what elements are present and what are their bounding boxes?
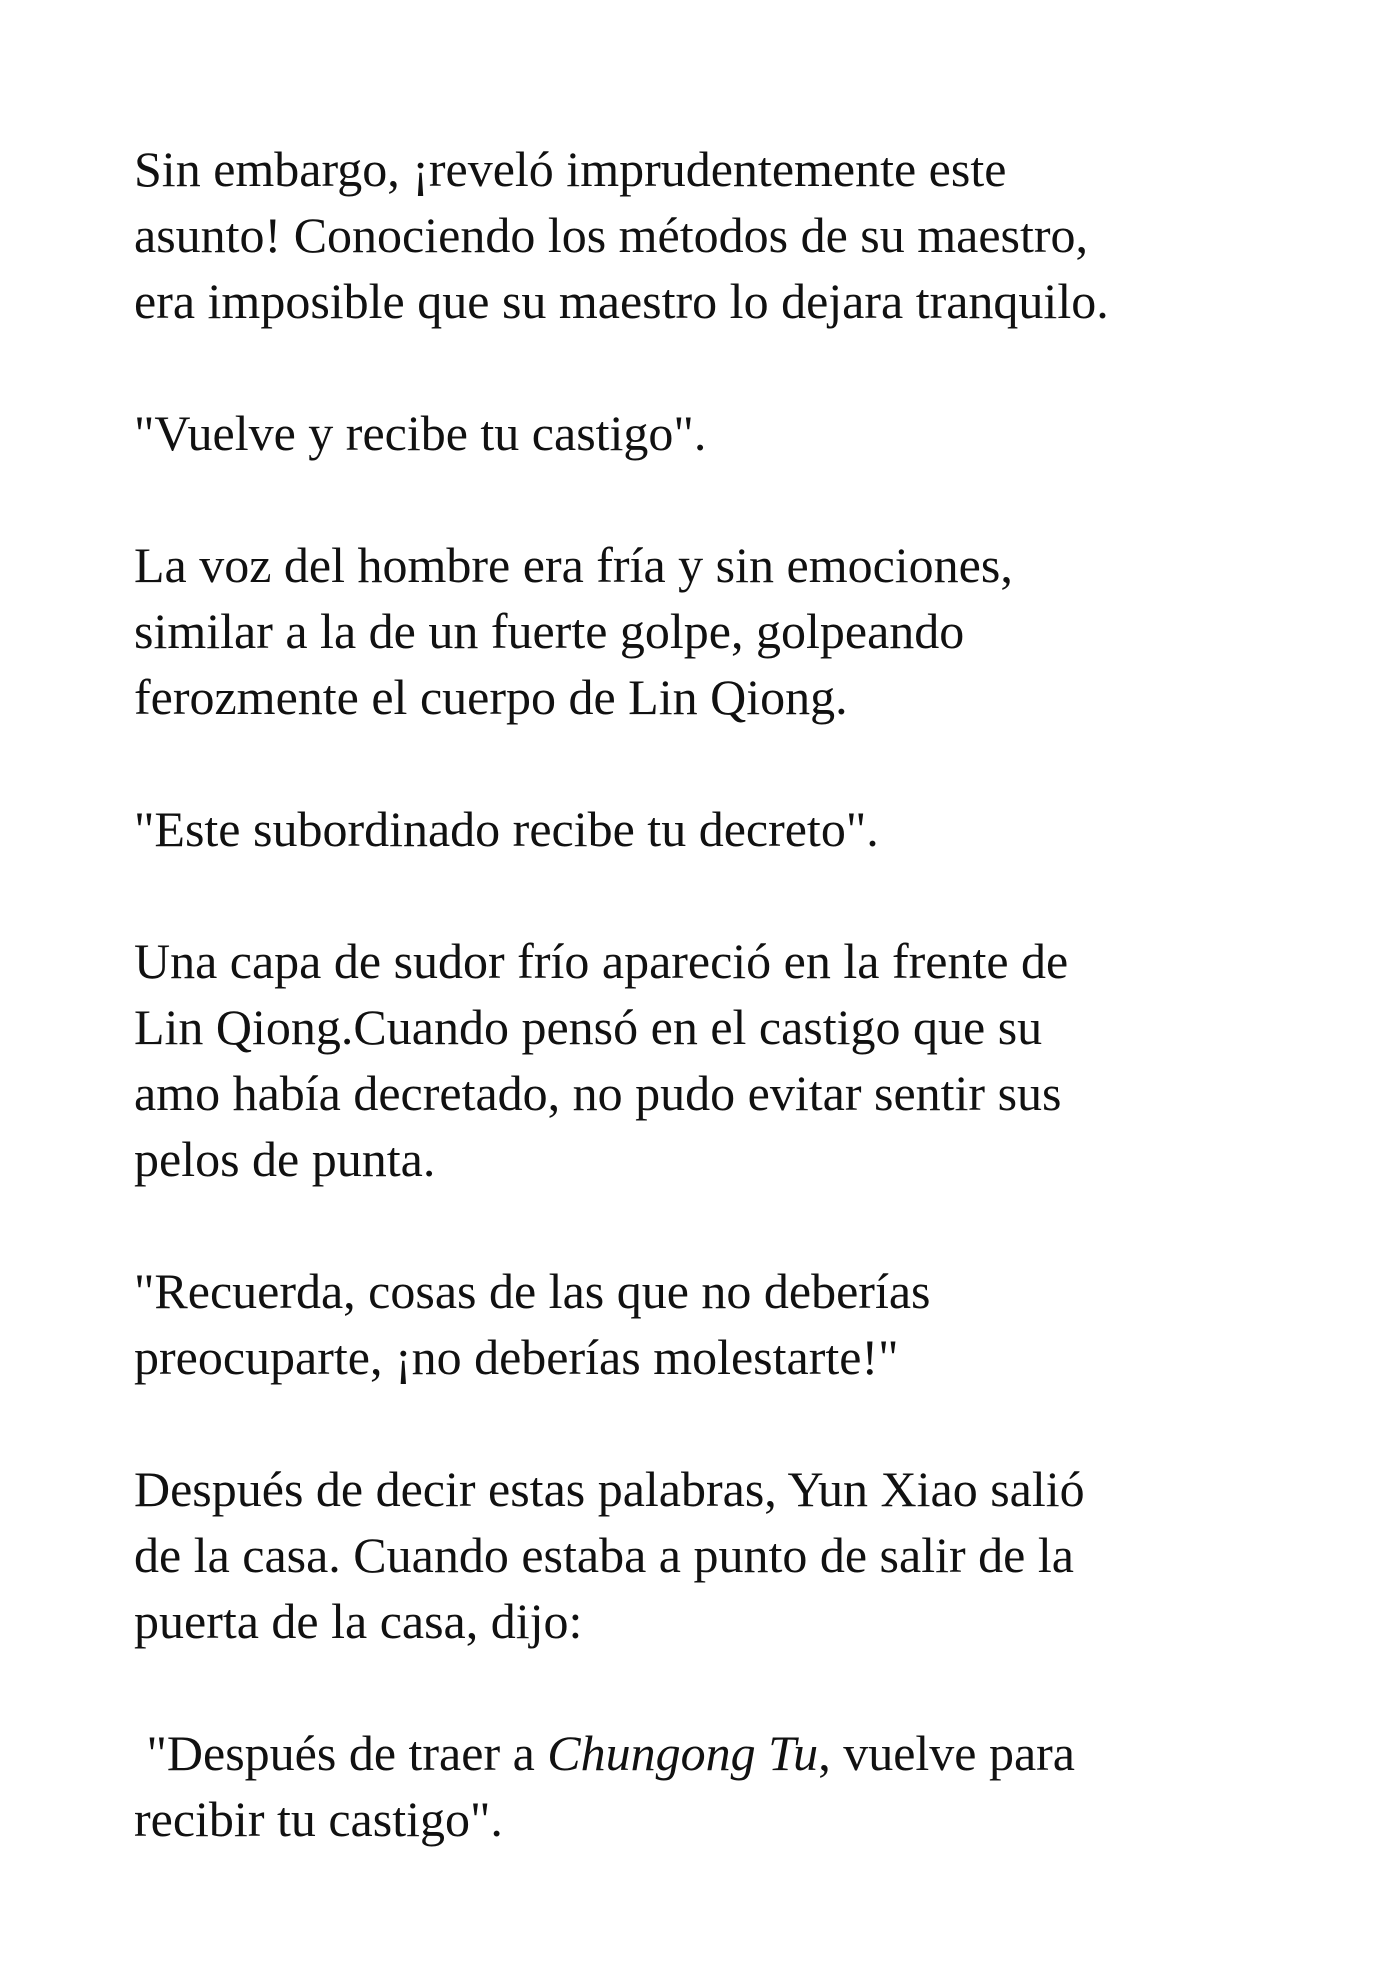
text-line: ferozmente el cuerpo de Lin Qiong.	[134, 669, 848, 725]
text-segment: "Después de traer a	[134, 1725, 548, 1781]
text-line: Lin Qiong.Cuando pensó en el castigo que su	[134, 999, 1043, 1055]
text-line: "Vuelve y recibe tu castigo".	[134, 405, 707, 461]
text-line: preocuparte, ¡no deberías molestarte!"	[134, 1329, 899, 1385]
text-line: Sin embargo, ¡reveló imprudentemente este	[134, 141, 1007, 197]
text-line: similar a la de un fuerte golpe, golpeando	[134, 603, 965, 659]
paragraph-8	[134, 1720, 1334, 1852]
text-line: amo había decretado, no pudo evitar sentir sus	[134, 1065, 1062, 1121]
text-line: era imposible que su maestro lo dejara tranquilo.	[134, 273, 1109, 329]
paragraph-2	[134, 400, 1334, 466]
text-line: Una capa de sudor frío apareció en la frente de	[134, 933, 1069, 989]
text-segment: , vuelve para	[818, 1725, 1075, 1781]
paragraph-5	[134, 928, 1334, 1192]
document-text	[134, 136, 1334, 1852]
text-line: "Recuerda, cosas de las que no deberías	[134, 1263, 931, 1319]
paragraph-1	[134, 136, 1334, 334]
text-line: "Este subordinado recibe tu decreto".	[134, 801, 879, 857]
text-line: recibir tu castigo".	[134, 1791, 503, 1847]
text-line: Después de decir estas palabras, Yun Xiao salió	[134, 1461, 1085, 1517]
paragraph-3	[134, 532, 1334, 730]
text-line	[134, 1720, 1334, 1786]
text-line: asunto! Conociendo los métodos de su maestro,	[134, 207, 1089, 263]
text-line: puerta de la casa, dijo:	[134, 1593, 583, 1649]
paragraph-6	[134, 1258, 1334, 1390]
paragraph-4	[134, 796, 1334, 862]
text-line: La voz del hombre era fría y sin emociones,	[134, 537, 1013, 593]
text-line: de la casa. Cuando estaba a punto de salir de la	[134, 1527, 1074, 1583]
text-line: pelos de punta.	[134, 1131, 436, 1187]
italic-title: Chungong Tu	[547, 1725, 819, 1781]
paragraph-7	[134, 1456, 1334, 1654]
